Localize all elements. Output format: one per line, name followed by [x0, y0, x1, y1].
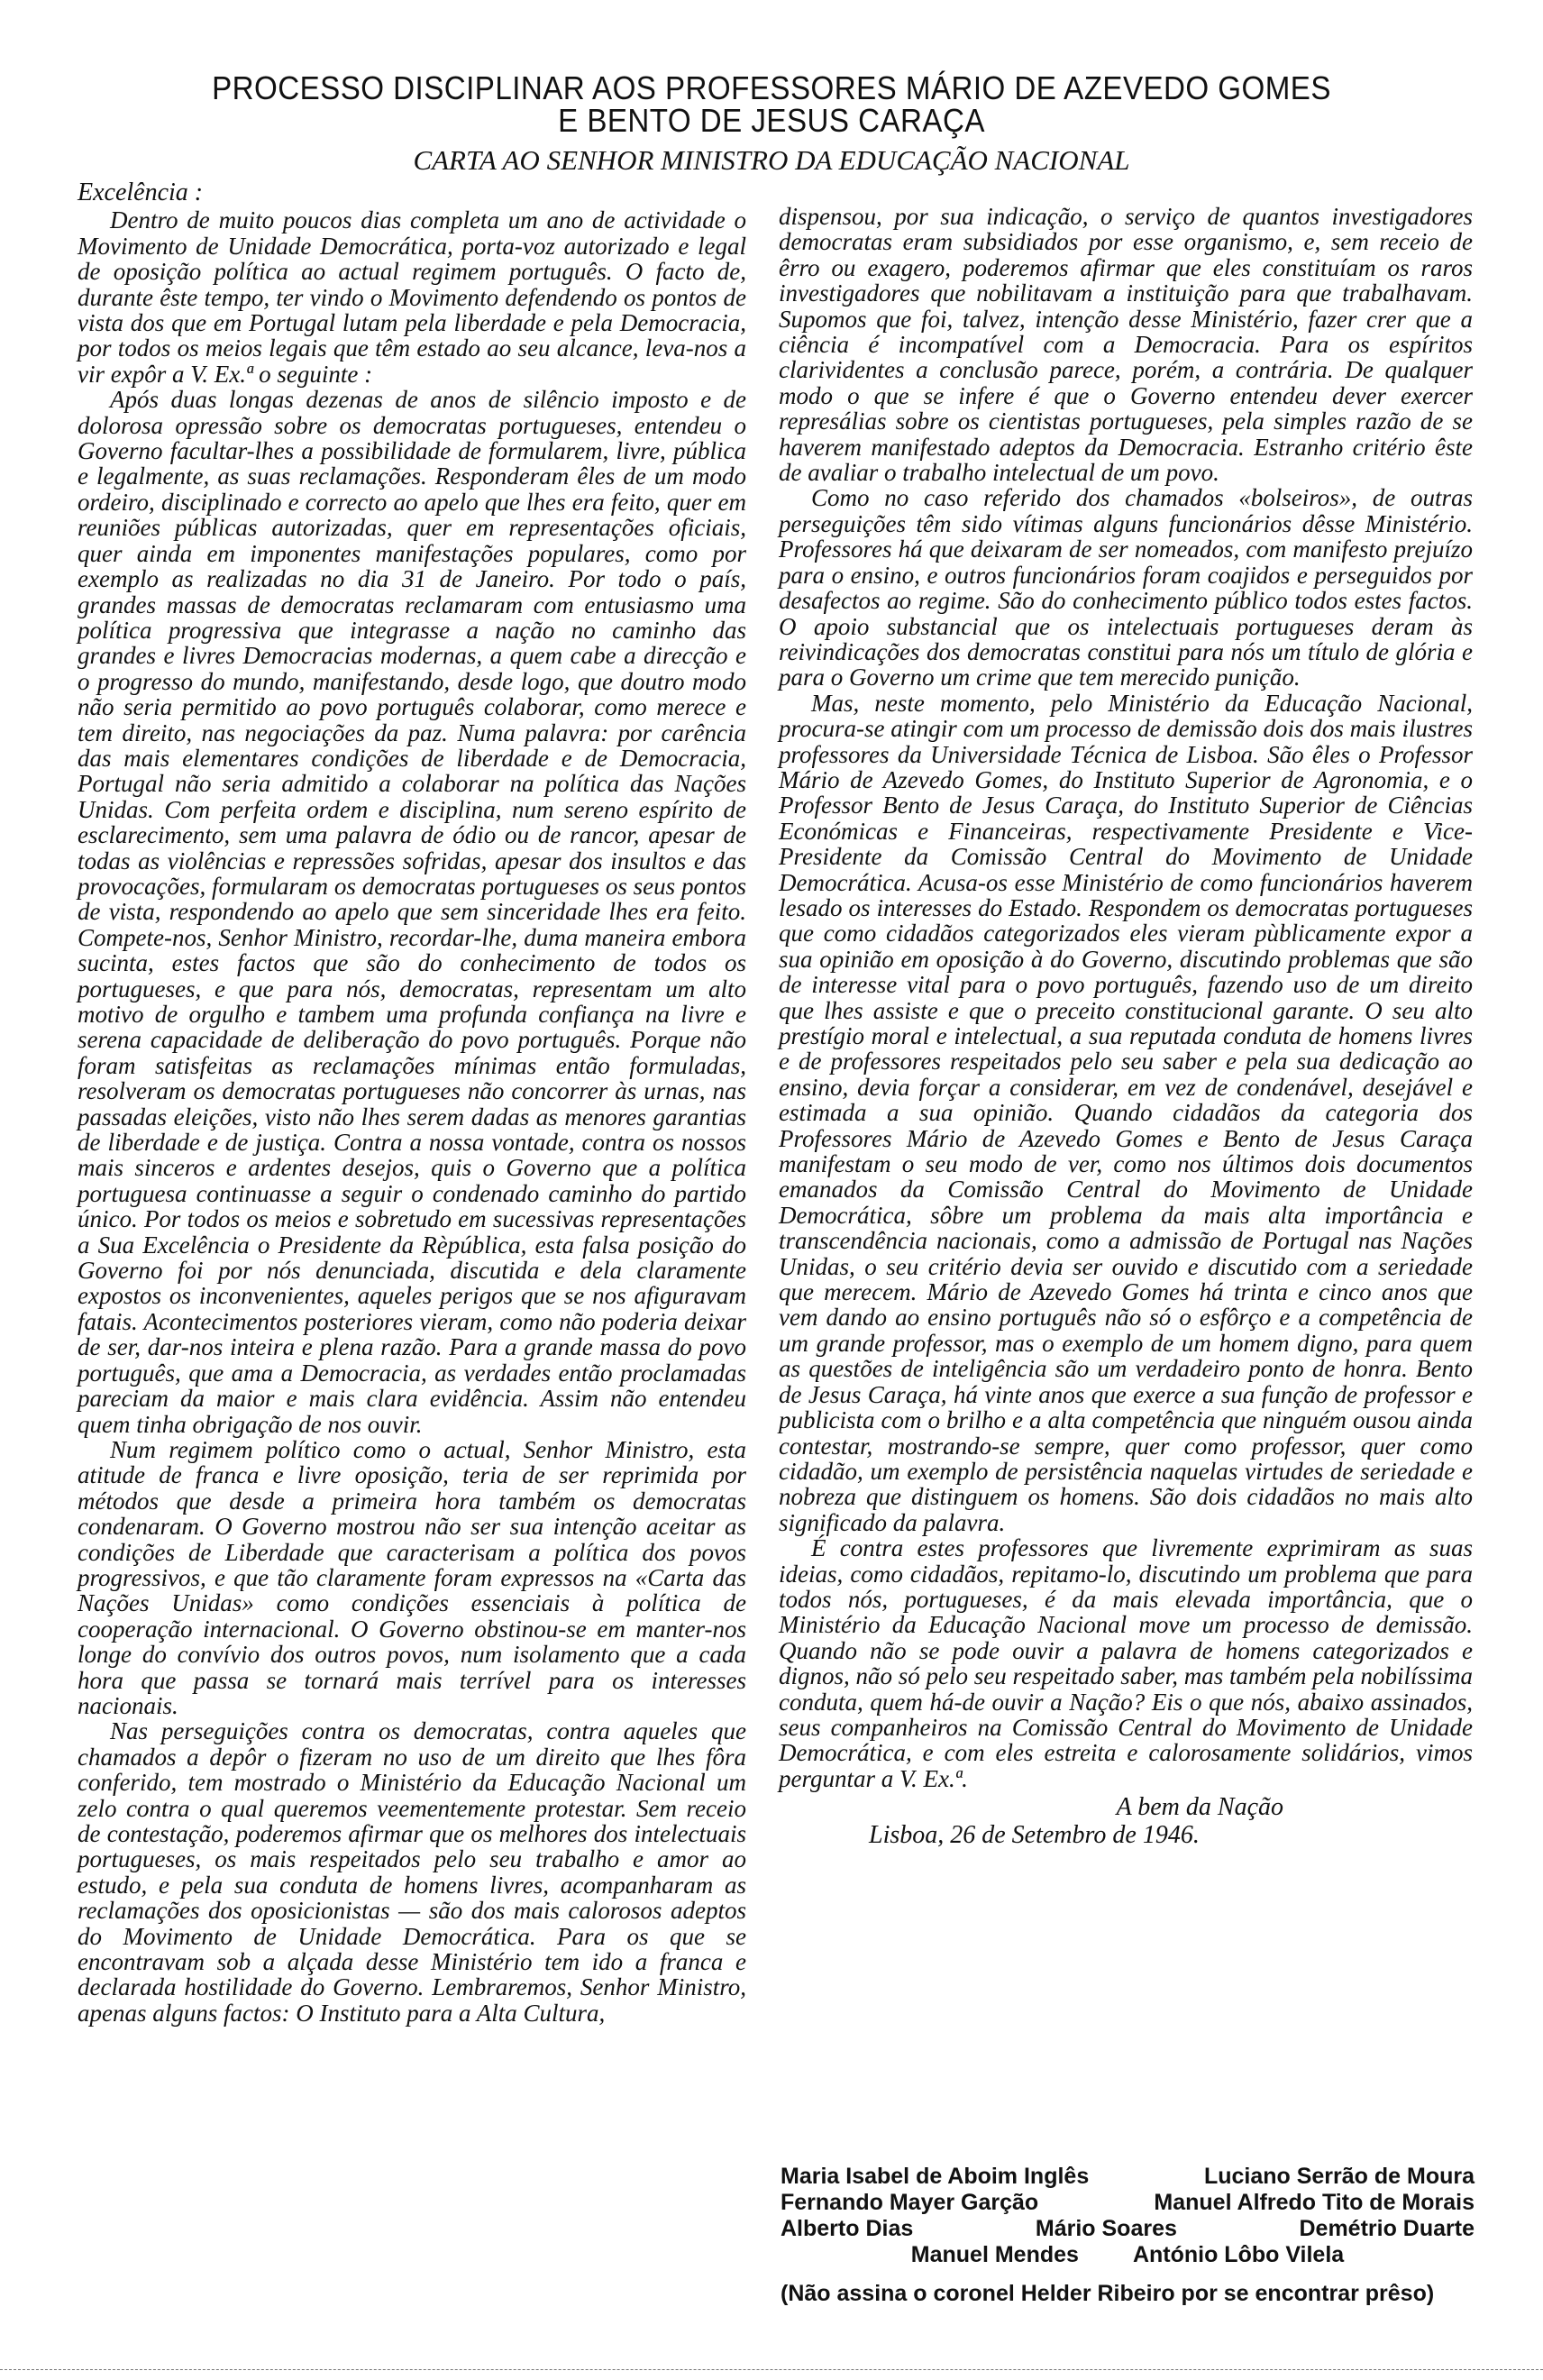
paragraph: Dentro de muito poucos dias completa um ano de actividade o Movimento de Unidade Democrática, porta-voz autorizado e legal de oposição política ao actual regimem português. O facto de, durante êste tempo, ter vindo o Movimento defendendo os pontos de vista dos que em Portugal lutam pela liberdade e pela Democracia, por todos os meios legais que têm estado ao seu alcance, leva-nos a vir expôr a V. Ex.ª o seguinte : — [78, 206, 746, 388]
signature-name: Manuel Mendes — [910, 2242, 1079, 2267]
signatures-block — [781, 2164, 1475, 2307]
closing-formula: A bem da Nação — [1116, 1793, 1283, 1822]
page-bottom-rule — [0, 2369, 1543, 2370]
paragraph: Num regimem político como o actual, Senhor Ministro, esta atitude de franca e livre oposição, teria de ser reprimida por métodos que desde a primeira hora também os democratas condenaram. O Governo mostrou não ser sua intenção aceitar as condições de Liberdade que caracterisam a política dos povos progressivos, e que tão claramente foram expressos na «Carta das Nações Unidas» como condições essenciais à política de cooperação internacional. O Governo obstinou-se em manter-nos longe do convívio dos outros povos, num isolamento que a cada hora que passa se tornará mais terrível para os interesses nacionais. — [78, 1435, 746, 1719]
signature-name: Maria Isabel de Aboim Inglês — [781, 2164, 1090, 2189]
signature-row — [781, 2216, 1475, 2242]
signature-name: Manuel Alfredo Tito de Morais — [1154, 2190, 1475, 2215]
signature-row — [781, 2190, 1475, 2216]
signature-name: Luciano Serrão de Moura — [1203, 2164, 1475, 2189]
signature-name: Mário Soares — [1035, 2216, 1177, 2241]
letter-date: Lisboa, 26 de Setembro de 1946. — [869, 1820, 1200, 1849]
paragraph: dispensou, por sua indicação, o serviço de quantos investigadores democratas eram subsidiados por esse organismo, e, sem receio de êrro ou exagero, poderemos afirmar que eles constituíam os raros investigadores que nobilitavam a instituição para que trabalhavam. Supomos que foi, talvez, intenção desse Ministério, fazer crer que a ciência é incompatível com a Democracia. Para os espíritos clarividentes a conclusão parece, porém, a contrária. De qualquer modo o que se infere é que o Governo entendeu dever exercer represálias sobre os cientistas portugueses, pela simples razão de se haverem manifestado adeptos da Democracia. Estranho critério êste de avaliar o trabalho intelectual de um povo. — [779, 203, 1473, 487]
signature-row — [781, 2242, 1475, 2268]
signature-name: Fernando Mayer Garção — [781, 2190, 1039, 2215]
signature-name: Alberto Dias — [781, 2216, 914, 2241]
paragraph: Nas perseguições contra os democratas, contra aqueles que chamados a depôr o fizeram no uso de um direito que lhes fôra conferido, tem mostrado o Ministério da Educação Nacional um zelo contra o qual queremos veementemente protestar. Sem receio de contestação, poderemos afirmar que os melhores dos intelectuais portugueses, os mais respeitados pelo seu trabalho e amor ao estudo, e pela sua conduta de homens livres, acompanharam as reclamações dos oposicionistas — são dos mais calorosos adeptos do Movimento de Unidade Democrática. Para os que se encontravam sob a alçada desse Ministério tem ido a franca e declarada hostilidade do Governo. Lembraremos, Senhor Ministro, apenas alguns factos: O Instituto para a Alta Cultura, — [78, 1717, 746, 2027]
signature-row — [781, 2164, 1475, 2190]
right-column — [779, 204, 1473, 1848]
signature-name: António Lôbo Vilela — [1132, 2242, 1345, 2267]
paragraph: Como no caso referido dos chamados «bolseiros», de outras perseguições têm sido vítimas alguns funcionários dêsse Ministério. Professores há que deixaram de ser nomeados, com manifesto prejuízo para o ensino, e outros funcionários foram coajidos e perseguidos por desafectos ao regime. São do conhecimento público todos estes factos. O apoio substancial que os intelectuais portugueses deram às reivindicações dos democratas constitui para nós um título de glória e para o Governo um crime que tem merecido punição. — [779, 484, 1473, 691]
paragraph: Após duas longas dezenas de anos de silêncio imposto e de dolorosa opressão sobre os democratas portugueses, entendeu o Governo facultar-lhes a possibilidade de formularem, livre, pública e legalmente, as suas reclamações. Responderam êles de um modo ordeiro, disciplinado e correcto ao apelo que lhes era feito, quer em reuniões públicas autorizadas, quer em representações oficiais, quer ainda em imponentes manifestações populares, como por exemplo as realizadas no dia 31 de Janeiro. Por todo o país, grandes massas de democratas reclamaram com entusiasmo uma política progressiva que integrasse a nação no caminho das grandes e livres Democracias modernas, a quem cabe a direcção e o progresso do mundo, manifestando, desde logo, que doutro modo não seria permitido ao povo português colaborar, como merece e tem direito, nas negociações da paz. Numa palavra: por carência das mais elementares condições de liberdade e de Democracia, Portugal não seria admitido a colaborar na política das Nações Unidas. Com perfeita ordem e disciplina, num sereno espírito de esclarecimento, sem uma palavra de ódio ou de rancor, apesar de todas as violências e repressões sofridas, apesar dos insultos e das provocações, formularam os democratas portugueses os seus pontos de vista, respondendo ao apelo que sem sinceridade lhes era feito. Compete-nos, Senhor Ministro, recordar-lhe, duma maneira embora sucinta, estes factos que são do conhecimento de todos os portugueses, e que para nós, democratas, representam um alto motivo de orgulho e tambem uma profunda confiança na livre e serena capacidade de deliberação do povo português. Porque não foram satisfeitas as reclamações mínimas então formuladas, resolveram os democratas portugueses não concorrer às urnas, nas passadas eleições, visto não lhes serem dadas as menores garantias de liberdade e de justiça. Contra a nossa vontade, contra os nossos mais sinceros e ardentes desejos, quis o Governo que a política portuguesa continuasse a seguir o condenado caminho do partido único. Por todos os meios e sobretudo em sucessivas representações a Sua Excelência o Presidente da Rèpública, esta falsa posição do Governo foi por nós denunciada, discutida e dela claramente expostos os inconvenientes, aqueles perigos que se nos afiguravam fatais. Acontecimentos posteriores vieram, como não poderia deixar de ser, dar-nos inteira e plena razão. Para a grande massa do povo português, que ama a Democracia, as verdades então proclamadas pareciam da maior e mais clara evidência. Assim não entendeu quem tinha obrigação de nos ouvir. — [78, 386, 746, 1438]
document-title-line-2: E BENTO DE JESUS CARAÇA — [558, 102, 985, 139]
letter-subtitle: CARTA AO SENHOR MINISTRO DA EDUCAÇÃO NACIONAL — [413, 144, 1130, 176]
document-title-line-1: PROCESSO DISCIPLINAR AOS PROFESSORES MÁRIO DE AZEVEDO GOMES — [212, 69, 1331, 106]
salutation: Excelência : — [78, 178, 204, 206]
signature-name: Demétrio Duarte — [1299, 2216, 1475, 2241]
left-column — [78, 180, 746, 2026]
paragraph: É contra estes professores que livremente exprimiram as suas ideias, como cidadãos, repitamo-lo, discutindo um problema que para todos nós, portugueses, é da mais elevada importância, que o Ministério da Educação Nacional move um processo de demissão. Quando não se pode ouvir a palavra de homens categorizados e dignos, não só pelo seu respeitado saber, mas também pela nobilíssima conduta, quem há-de ouvir a Nação? Eis o que nós, abaixo assinados, seus companheiros na Comissão Central do Movimento de Unidade Democrática, e com eles estreita e calorosamente solidários, vimos perguntar a V. Ex.ª. — [779, 1534, 1473, 1792]
paragraph: Mas, neste momento, pelo Ministério da Educação Nacional, procura-se atingir com um processo de demissão dois dos mais ilustres professores da Universidade Técnica de Lisboa. São êles o Professor Mário de Azevedo Gomes, do Instituto Superior de Agronomia, e o Professor Bento de Jesus Caraça, do Instituto Superior de Ciências Económicas e Financeiras, respectivamente Presidente e Vice-Presidente da Comissão Central do Movimento de Unidade Democrática. Acusa-os esse Ministério de como funcionários haverem lesado os interesses do Estado. Respondem os democratas portugueses que como cidadãos categorizados eles vieram pùblicamente expor a sua opinião em oposição à do Governo, discutindo problemas que são de interesse vital para o povo português, fazendo uso de um direito que lhes assiste e que o preceito constitucional garante. O seu alto prestígio moral e intelectual, a sua reputada conduta de homens livres e de professores respeitados pelo seu saber e pela sua dedicação ao ensino, devia forçar a considerar, em vez de condenável, desejável e estimada a sua opinião. Quando cidadãos da categoria dos Professores Mário de Azevedo Gomes e Bento de Jesus Caraça manifestam o seu modo de ver, como nos últimos dois documentos emanados da Comissão Central do Movimento de Unidade Democrática, sôbre um problema da mais alta importância e transcendência nacionais, como a admissão de Portugal nas Nações Unidas, o seu critério devia ser ouvido e discutido com a seriedade que merecem. Mário de Azevedo Gomes há trinta e cinco anos que vem dando ao ensino português não só o esfôrço e a competência de um grande professor, mas o exemplo de um homem digno, para quem as questões de inteligência são um verdadeiro ponto de honra. Bento de Jesus Caraça, há vinte anos que exerce a sua função de professor e publicista com o brilho e a alta competência que ninguém ousou ainda contestar, mostrando-se sempre, quer como professor, quer como cidadão, um exemplo de persistência naquelas virtudes de seriedade e nobreza que distinguem os homens. São dois cidadãos no mais alto significado da palavra. — [779, 689, 1473, 1536]
signature-note: (Não assina o coronel Helder Ribeiro por se encontrar prêso) — [781, 2281, 1435, 2306]
